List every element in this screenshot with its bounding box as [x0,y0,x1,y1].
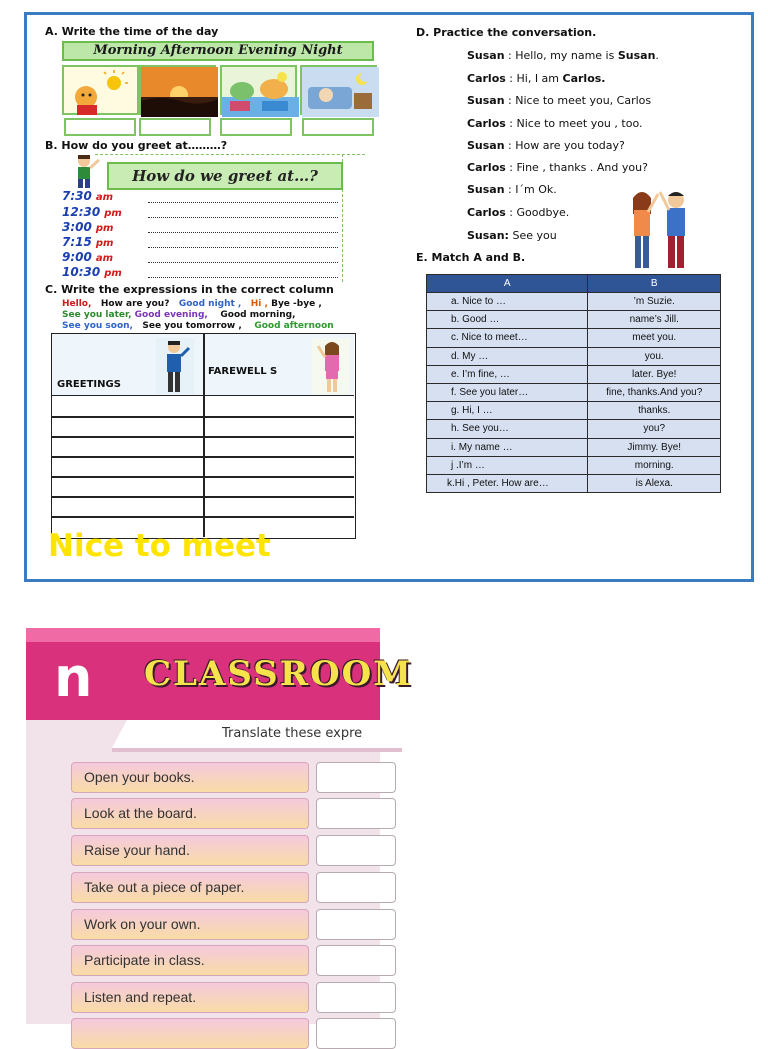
translation-input[interactable] [316,872,396,903]
farewells-column-header: FAREWELL S [208,366,278,377]
card-instruction: Translate these expre [222,726,363,741]
table-row [427,365,721,383]
conversation-line: Carlos : Goodbye. [467,206,570,219]
expression: Good evening, [134,310,208,320]
translation-input[interactable] [316,909,396,940]
match-cell-b: ’m Suzie. [588,293,721,311]
table-row [427,474,721,492]
table-row [52,476,354,478]
dashed-border [95,154,365,155]
greet-time-1: 7:30 am [62,189,114,203]
table-row [52,416,354,418]
section-d-heading: D. Practice the conversation. [416,26,597,39]
conversation-line: Susan : Hello, my name is Susan. [467,49,659,62]
match-cell-b: is Alexa. [588,474,721,492]
answer-line[interactable] [148,277,338,278]
phrase-item: Open your books. [71,762,309,793]
phrase-item: Work on your own. [71,909,309,940]
match-cell-b: morning. [588,456,721,474]
friends-high-five-picture [622,180,698,274]
conversation-line: Susan : How are you today? [467,139,625,152]
match-cell-a: f. See you later… [427,383,588,401]
answer-box-evening[interactable] [220,118,292,136]
match-table [426,274,721,493]
match-cell-a: g. Hi, I … [427,402,588,420]
section-a-heading: A. Write the time of the day [45,25,219,38]
section-e-heading: E. Match A and B. [416,251,526,264]
answer-line[interactable] [148,217,338,218]
greet-time-4: 7:15 pm [62,235,114,249]
expression: Hi , [250,299,268,309]
overlay-caption: Nice to meet [48,528,271,564]
match-cell-b: name’s Jill. [588,311,721,329]
answer-line[interactable] [148,262,338,263]
section-b-heading: B. How do you greet at………? [45,139,228,152]
match-cell-a: b. Good … [427,311,588,329]
match-cell-b: thanks. [588,402,721,420]
table-row [52,436,354,438]
table-row [52,456,354,458]
answer-line[interactable] [148,202,338,203]
card-header-band [26,628,380,642]
expression: Good afternoon [254,321,334,331]
table-row [427,383,721,401]
match-cell-b: fine, thanks.And you? [588,383,721,401]
answer-box-afternoon[interactable] [139,118,211,136]
table-row [427,438,721,456]
evening-picture [220,65,297,115]
greet-question-banner: How do we greet at…? [107,162,343,190]
expression: See you tomorrow , [142,321,242,331]
match-cell-b: you. [588,347,721,365]
greet-time-5: 9:00 am [62,250,114,264]
conversation-line: Carlos : Hi, I am Carlos. [467,72,606,85]
expression: Good night , [178,299,242,309]
conversation-line: Carlos : Fine , thanks . And you? [467,161,648,174]
translation-input[interactable] [316,835,396,866]
classroom-expressions-card [26,628,413,1024]
answer-box-morning[interactable] [64,118,136,136]
greet-time-2: 12:30 pm [62,205,122,219]
match-cell-a: c. Nice to meet… [427,329,588,347]
translation-input[interactable] [316,1018,396,1049]
brand-logo: n [54,646,93,709]
phrase-item: Take out a piece of paper. [71,872,309,903]
match-cell-b: you? [588,420,721,438]
table-row [52,516,354,518]
greet-time-3: 3:00 pm [62,220,114,234]
match-cell-a: j .I’m … [427,456,588,474]
table-row [427,420,721,438]
times-of-day-banner: Morning Afternoon Evening Night [62,41,374,61]
conversation-line: Susan : Nice to meet you, Carlos [467,94,652,107]
match-cell-b: meet you. [588,329,721,347]
match-cell-b: later. Bye! [588,365,721,383]
afternoon-picture [139,65,216,115]
table-row [427,311,721,329]
table-row [427,293,721,311]
morning-picture [62,65,139,115]
girl-waving-picture [312,338,350,398]
match-cell-a: a. Nice to … [427,293,588,311]
section-c-heading: C. Write the expressions in the correct column [45,283,334,296]
card-title: CLASSROOM [144,654,413,694]
expression: Good morning, [220,310,296,320]
answer-line[interactable] [148,232,338,233]
match-cell-a: d. My … [427,347,588,365]
greetings-farewells-table [51,333,356,539]
table-row [427,456,721,474]
conversation-line: Susan: See you [467,229,557,242]
translation-input[interactable] [316,762,396,793]
greetings-column-header: GREETINGS [57,379,121,390]
phrase-item [71,1018,309,1049]
answer-box-night[interactable] [302,118,374,136]
column-b-header: B [588,275,721,293]
expression: How are you? [100,299,170,309]
match-cell-b: Jimmy. Bye! [588,438,721,456]
match-cell-a: e. I’m fine, … [427,365,588,383]
table-row [427,347,721,365]
translation-input[interactable] [316,982,396,1013]
subtitle-ribbon-shadow [112,748,402,752]
match-cell-a: i. My name … [427,438,588,456]
column-a-header: A [427,275,588,293]
table-row [52,496,354,498]
phrase-item: Participate in class. [71,945,309,976]
greet-time-6: 10:30 pm [62,265,122,279]
phrase-item: Look at the board. [71,798,309,829]
table-row [427,402,721,420]
conversation-line: Carlos : Nice to meet you , too. [467,117,643,130]
translation-input[interactable] [316,798,396,829]
table-header-row [427,275,721,293]
expression: Bye -bye , [271,299,322,309]
conversation-line: Susan : I´m Ok. [467,183,557,196]
expression: Hello, [62,299,92,309]
answer-line[interactable] [148,247,338,248]
expression: See you later, [62,310,132,320]
translation-input[interactable] [316,945,396,976]
table-row [427,329,721,347]
night-picture [300,65,377,115]
expression: See you soon, [62,321,133,331]
match-cell-a: h. See you… [427,420,588,438]
boy-greeting-picture [70,153,102,193]
phrase-item: Listen and repeat. [71,982,309,1013]
match-cell-a: k.Hi , Peter. How are… [427,474,588,492]
phrase-item: Raise your hand. [71,835,309,866]
man-waving-picture [156,338,194,398]
